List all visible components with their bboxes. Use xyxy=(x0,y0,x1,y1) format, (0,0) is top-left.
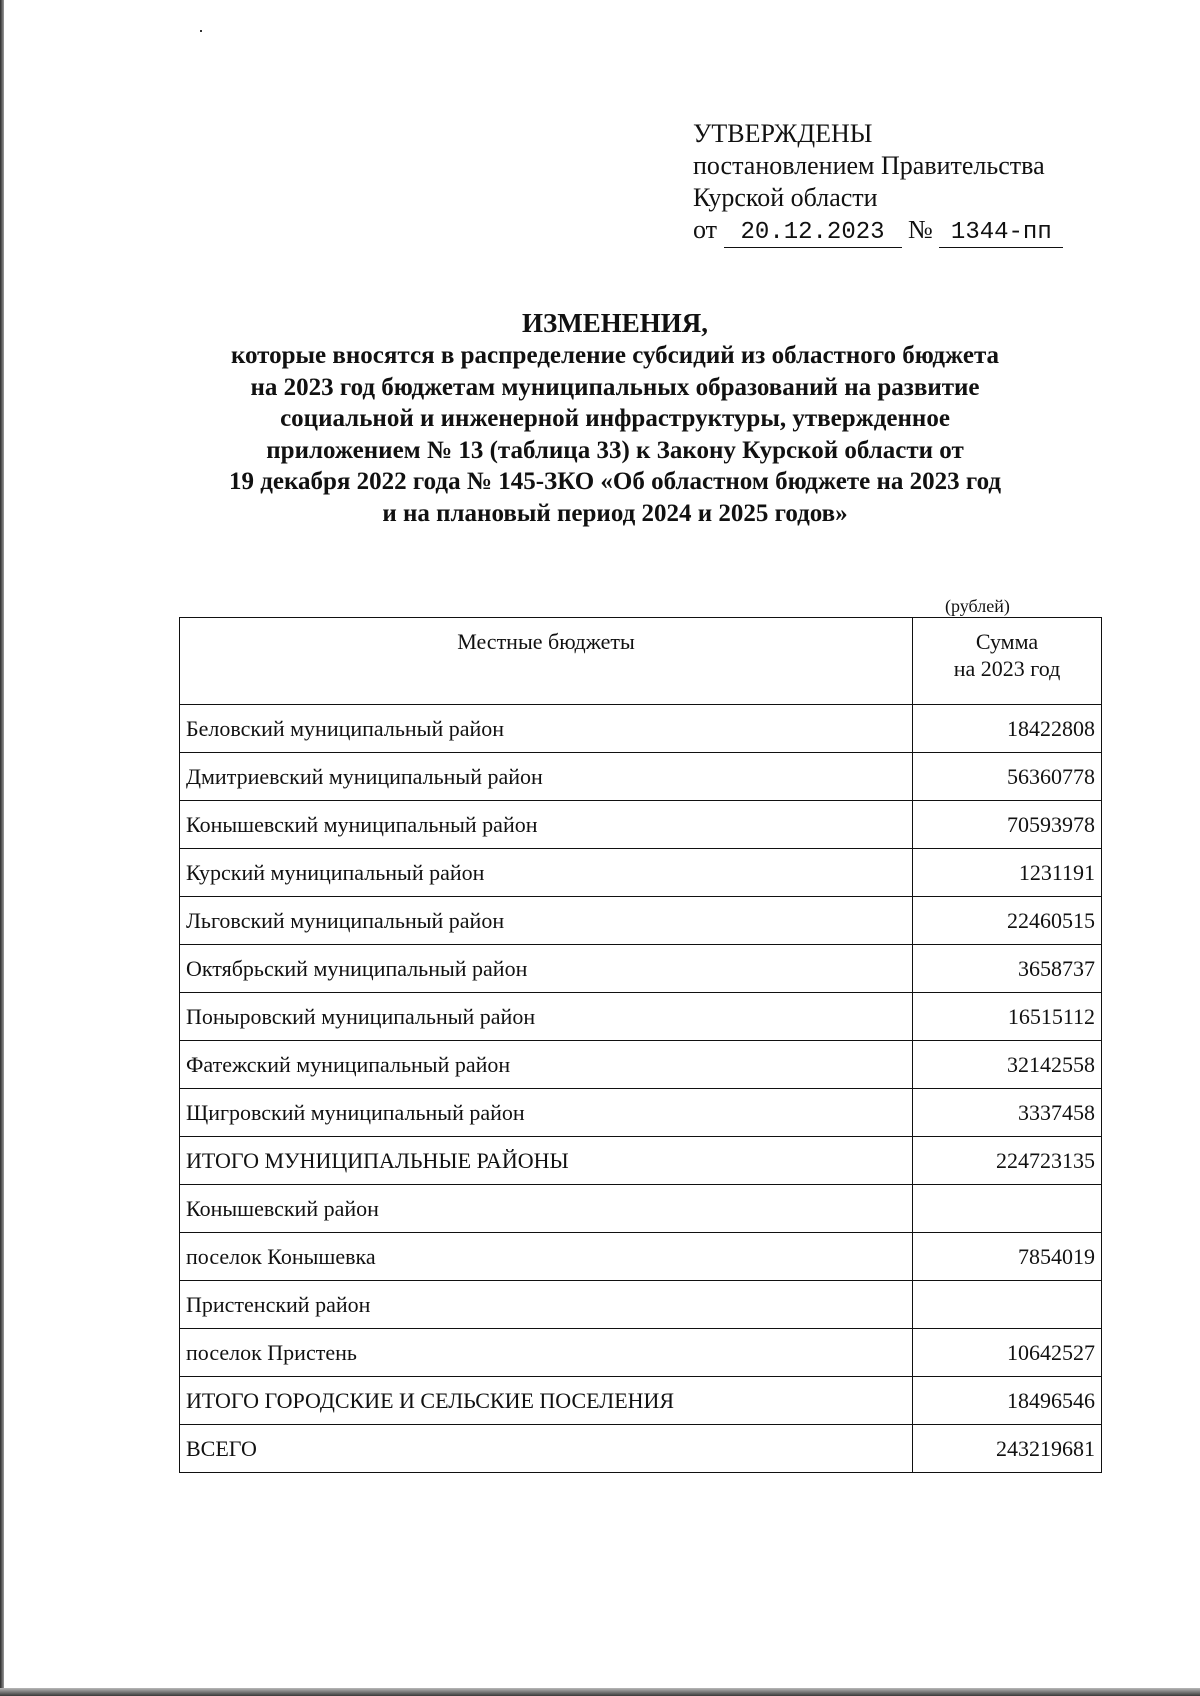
approval-date: 20.12.2023 xyxy=(724,219,902,248)
row-name: Дмитриевский муниципальный район xyxy=(180,753,913,801)
row-name: Курский муниципальный район xyxy=(180,849,913,897)
table-row xyxy=(180,705,1102,753)
row-name: Октябрьский муниципальный район xyxy=(180,945,913,993)
row-amount: 22460515 xyxy=(913,897,1102,945)
row-amount: 7854019 xyxy=(913,1233,1102,1281)
table-row xyxy=(180,1329,1102,1377)
row-name: Конышевский район xyxy=(180,1185,913,1233)
table-row-subtotal xyxy=(180,1377,1102,1425)
row-amount: 10642527 xyxy=(913,1329,1102,1377)
row-amount: 70593978 xyxy=(913,801,1102,849)
scan-edge-bottom xyxy=(0,1688,1200,1696)
table-row-subtotal xyxy=(180,1137,1102,1185)
heading-line: на 2023 год бюджетам муниципальных образований на развитие xyxy=(250,373,980,401)
heading-line: и на плановый период 2024 и 2025 годов» xyxy=(382,499,848,527)
table-row xyxy=(180,801,1102,849)
heading-line: которые вносятся в распределение субсидий из областного бюджета xyxy=(230,342,1000,369)
approval-resolution: постановлением Правительства xyxy=(693,151,1045,180)
table-row xyxy=(180,1089,1102,1137)
table-row xyxy=(180,849,1102,897)
budget-table xyxy=(179,617,1102,1473)
table-row xyxy=(180,1041,1102,1089)
table-row xyxy=(180,993,1102,1041)
document-title: ИЗМЕНЕНИЯ, xyxy=(521,308,708,338)
row-name: ИТОГО МУНИЦИПАЛЬНЫЕ РАЙОНЫ xyxy=(180,1137,913,1185)
header-sum-line1: Сумма xyxy=(975,629,1039,654)
row-amount: 224723135 xyxy=(913,1137,1102,1185)
header-sum xyxy=(913,618,1102,705)
header-sum-line2: на 2023 год xyxy=(953,656,1061,681)
table-row xyxy=(180,1185,1102,1233)
currency-unit: (рублей) xyxy=(945,596,1010,616)
row-amount: 243219681 xyxy=(913,1425,1102,1473)
scan-edge-left xyxy=(0,0,4,1696)
document-heading xyxy=(160,306,1070,530)
row-name: Поныровский муниципальный район xyxy=(180,993,913,1041)
row-name: Конышевский муниципальный район xyxy=(180,801,913,849)
row-amount: 1231191 xyxy=(913,849,1102,897)
row-amount: 56360778 xyxy=(913,753,1102,801)
approval-number: 1344-пп xyxy=(939,219,1063,248)
row-name: Пристенский район xyxy=(180,1281,913,1329)
approval-region: Курской области xyxy=(693,183,878,212)
row-amount: 3658737 xyxy=(913,945,1102,993)
number-prefix: № xyxy=(908,215,933,244)
row-name: Льговский муниципальный район xyxy=(180,897,913,945)
approval-date-line xyxy=(693,214,1063,248)
row-name: Фатежский муниципальный район xyxy=(180,1041,913,1089)
table-row xyxy=(180,897,1102,945)
date-prefix: от xyxy=(693,215,718,244)
heading-line: приложением № 13 (таблица 33) к Закону Курской области от xyxy=(266,436,964,464)
row-name: поселок Конышевка xyxy=(180,1233,913,1281)
row-name: поселок Пристень xyxy=(180,1329,913,1377)
heading-line: 19 декабря 2022 года № 145-ЗКО «Об областном бюджете на 2023 год xyxy=(228,468,1002,496)
approval-title: УТВЕРЖДЕНЫ xyxy=(693,119,873,148)
row-amount: 18422808 xyxy=(913,705,1102,753)
row-amount: 16515112 xyxy=(913,993,1102,1041)
row-name: Беловский муниципальный район xyxy=(180,705,913,753)
row-name: ВСЕГО xyxy=(180,1425,913,1473)
row-name: ИТОГО ГОРОДСКИЕ И СЕЛЬСКИЕ ПОСЕЛЕНИЯ xyxy=(180,1377,913,1425)
row-amount: 3337458 xyxy=(913,1089,1102,1137)
approval-block xyxy=(693,118,1063,248)
row-amount: 32142558 xyxy=(913,1041,1102,1089)
table-row-total xyxy=(180,1425,1102,1473)
header-local-budgets: Местные бюджеты xyxy=(180,618,913,705)
table-header-row xyxy=(180,618,1102,705)
row-amount xyxy=(913,1281,1102,1329)
row-amount: 18496546 xyxy=(913,1377,1102,1425)
row-amount xyxy=(913,1185,1102,1233)
row-name: Щигровский муниципальный район xyxy=(180,1089,913,1137)
table-row xyxy=(180,1233,1102,1281)
scan-speck xyxy=(200,30,202,32)
table-row xyxy=(180,945,1102,993)
table-row xyxy=(180,1281,1102,1329)
heading-line: социальной и инженерной инфраструктуры, утвержденное xyxy=(280,405,950,433)
table-row xyxy=(180,753,1102,801)
